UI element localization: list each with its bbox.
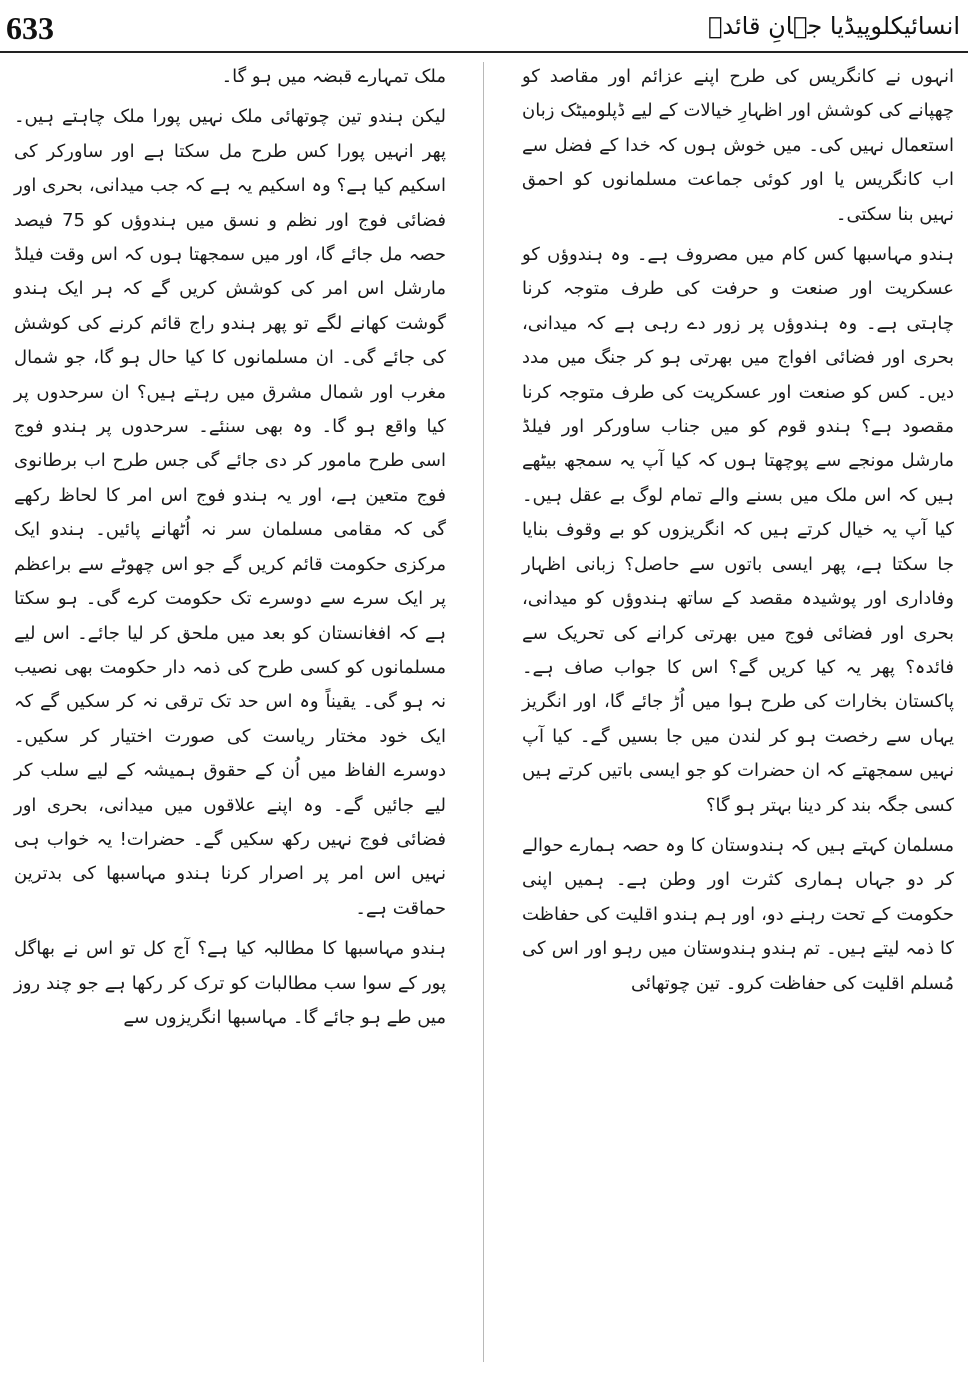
paragraph: ملک تمہارے قبضہ میں ہو گا۔ [221,66,446,87]
page-header [0,0,968,56]
column-divider [483,62,484,1362]
paragraph: لیکن ہندو تین چوتھائی ملک نہیں پورا ملک چاہتے ہیں۔ پھر انہیں پورا کس طرح مل سکتا ہے اور ساورکر کی اسکیم کیا ہے؟ وہ اسکیم یہ ہے کہ جب میدانی، بحری اور فضائی فوج اور نظم و نسق میں ہندوؤں کو 75 فیصد حصہ مل جائے گا، اور میں سمجھتا ہوں کہ اس وقت فیلڈ مارشل اس امر کی کوشش کریں گے کہ ہر ایک ہندو گوشت کھانے لگے تو پھر ہندو راج قائم کرنے کی کوشش کی جائے گی۔ ان مسلمانوں کا کیا حال ہو گا، جو شمال مغرب اور شمال مشرق میں رہتے ہیں؟ ان سرحدوں پر کیا واقع ہو گا۔ وہ بھی سنئے۔ سرحدوں پر ہندو فوج اسی طرح مامور کر دی جائے گی جس طرح اب برطانوی فوج متعین ہے، اور یہ ہندو فوج اس امر کا لحاظ رکھے گی کہ مقامی مسلمان سر نہ اُٹھانے پائیں۔ ہندو ایک مرکزی حکومت قائم کریں گے جو اس چھوٹے سے براعظم پر ایک سرے سے دوسرے تک حکومت کرے گی۔ ہو سکتا ہے کہ افغانستان کو بعد میں ملحق کر لیا جائے۔ اس لیے مسلمانوں کو کسی طرح کی ذمہ دار حکومت بھی نصیب نہ ہو گی۔ یقیناً وہ اس حد تک ترقی نہ کر سکیں گے کہ ایک خود مختار ریاست کی صورت اختیار کر سکیں۔ دوسرے الفاظ میں اُن کے حقوق ہمیشہ کے لیے سلب کر لیے جائیں گے۔ وہ اپنے علاقوں میں میدانی، بحری اور فضائی فوج نہیں رکھ سکیں گے۔ حضرات! یہ خواب ہی نہیں اس امر پر اصرار کرنا ہندو مہاسبھا کی بدترین حماقت ہے۔ [14,106,446,919]
paragraph: ہندو مہاسبھا کس کام میں مصروف ہے۔ وہ ہندوؤں کو عسکریت اور صنعت و حرفت کی طرف متوجہ کرنا چاہتی ہے۔ وہ ہندوؤں پر زور دے رہی ہے کہ میدانی، بحری اور فضائی افواج میں بھرتی ہو کر جنگ میں مدد دیں۔ کس کو صنعت اور عسکریت کی طرف متوجہ کرنا مقصود ہے؟ ہندو قوم کو میں جناب ساورکر اور فیلڈ مارشل مونجے سے پوچھتا ہوں کہ کیا آپ یہ سمجھ بیٹھے ہیں کہ اس ملک میں بسنے والے تمام لوگ بے عقل ہیں۔ کیا آپ یہ خیال کرتے ہیں کہ انگریزوں کو بے وقوف بنایا جا سکتا ہے، پھر ایسی باتوں سے حاصل؟ زبانی اظہار وفاداری اور پوشیدہ مقصد کے ساتھ ہندوؤں کو میدانی، بحری اور فضائی فوج میں بھرتی کرانے کی تحریک سے فائدہ؟ پھر یہ کیا کریں گے؟ اس کا جواب صاف ہے۔ پاکستان بخارات کی طرح ہوا میں اُڑ جائے گا، اور انگریز یہاں سے رخصت ہو کر لندن میں جا بسیں گے۔ کیا آپ نہیں سمجھتے کہ ان حضرات کو جو ایسی باتیں کرتے ہیں کسی جگہ بند کر دینا بہتر ہو گا؟ [522,244,954,816]
page-number: 633 [6,10,54,46]
running-title: انسائیکلوپیڈیا جہانِ قائدؒ [708,12,960,40]
header-rule [0,51,968,53]
paragraph: مسلمان کہتے ہیں کہ ہندوستان کا وہ حصہ ہمارے حوالے کر دو جہاں ہماری کثرت اور وطن ہے۔ ہمیں اپنی حکومت کے تحت رہنے دو، اور ہم ہندو اقلیت کی حفاظت کا ذمہ لیتے ہیں۔ تم ہندو ہندوستان میں رہو اور اس کی مُسلم اقلیت کی حفاظت کرو۔ تین چوتھائی [522,834,954,994]
paragraph: انہوں نے کانگریس کی طرح اپنے عزائم اور مقاصد کو چھپانے کی کوشش اور اظہارِ خیالات کے لیے ڈپلومیٹک زبان استعمال نہیں کی۔ میں خوش ہوں کہ خدا کے فضل سے اب کانگریس یا اور کوئی جماعت مسلمانوں کو احمق نہیں بنا سکتی۔ [522,66,954,225]
left-column [14,60,446,1041]
paragraph: ہندو مہاسبھا کا مطالبہ کیا ہے؟ آج کل تو اس نے بھاگل پور کے سوا سب مطالبات کو ترک کر رکھا ہے جو چند روز میں طے ہو جائے گا۔ مہاسبھا انگریزوں سے [14,938,446,1028]
right-column [522,60,954,1007]
